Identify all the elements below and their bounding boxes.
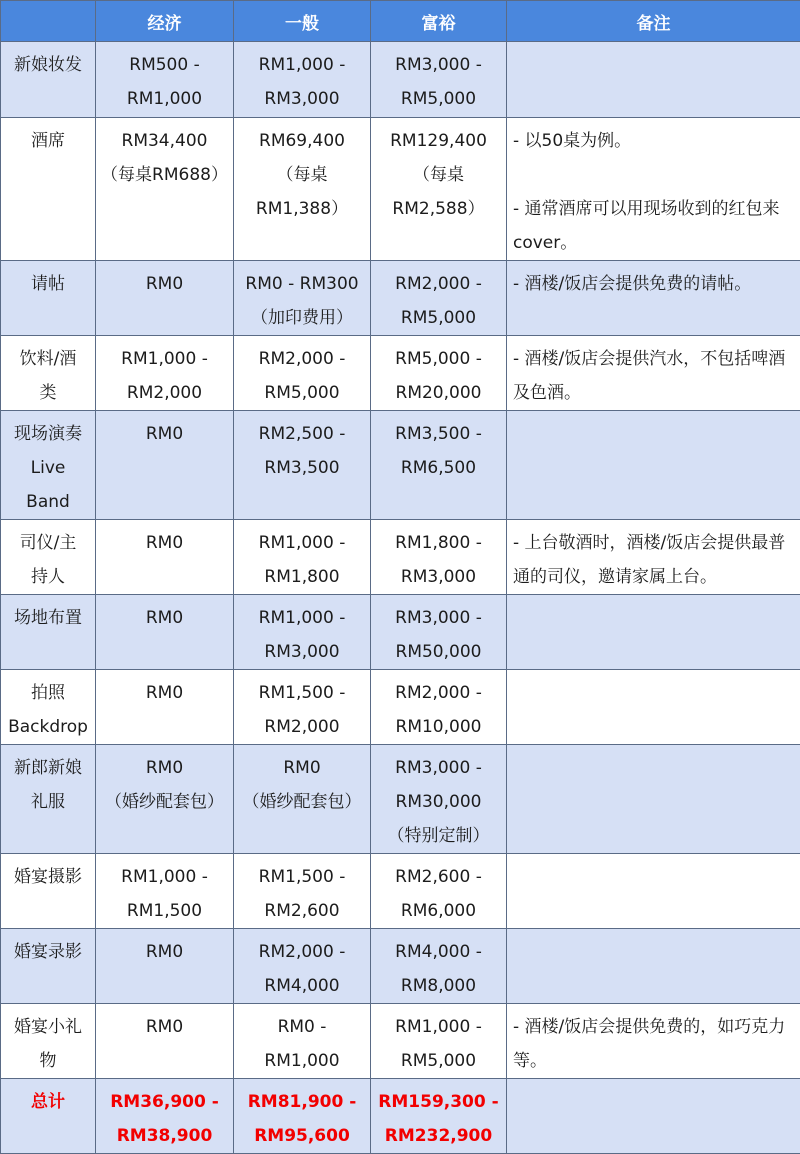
economy-cell: RM34,400 （每桌RM688） xyxy=(96,118,234,261)
header-rich: 富裕 xyxy=(371,1,507,42)
table-row xyxy=(1,520,800,595)
total-rich: RM159,300 - RM232,900 xyxy=(371,1079,507,1154)
normal-cell: RM1,500 - RM2,600 xyxy=(234,854,371,929)
header-row xyxy=(1,1,800,42)
note-cell: - 上台敬酒时，酒楼/饭店会提供最普通的司仪，邀请家属上台。 xyxy=(507,520,800,595)
rich-cell: RM2,600 - RM6,000 xyxy=(371,854,507,929)
note-cell xyxy=(507,929,800,1004)
item-cell: 请帖 xyxy=(1,261,96,336)
item-cell: 新娘妆发 xyxy=(1,42,96,118)
rich-cell: RM4,000 - RM8,000 xyxy=(371,929,507,1004)
normal-cell: RM1,000 - RM1,800 xyxy=(234,520,371,595)
normal-cell: RM69,400 （每桌 RM1,388） xyxy=(234,118,371,261)
economy-cell: RM0 xyxy=(96,261,234,336)
normal-cell: RM1,000 - RM3,000 xyxy=(234,42,371,118)
rich-cell: RM1,000 - RM5,000 xyxy=(371,1004,507,1079)
item-cell: 场地布置 xyxy=(1,595,96,670)
total-economy: RM36,900 - RM38,900 xyxy=(96,1079,234,1154)
table-row xyxy=(1,595,800,670)
normal-cell: RM1,000 - RM3,000 xyxy=(234,595,371,670)
rich-cell: RM129,400 （每桌 RM2,588） xyxy=(371,118,507,261)
total-normal: RM81,900 - RM95,600 xyxy=(234,1079,371,1154)
total-label: 总计 xyxy=(1,1079,96,1154)
table-row xyxy=(1,118,800,261)
normal-cell: RM1,500 - RM2,000 xyxy=(234,670,371,745)
table-row xyxy=(1,261,800,336)
item-cell: 现场演奏 Live Band xyxy=(1,411,96,520)
economy-cell: RM0 xyxy=(96,520,234,595)
total-note xyxy=(507,1079,800,1154)
item-cell: 婚宴录影 xyxy=(1,929,96,1004)
rich-cell: RM3,000 - RM5,000 xyxy=(371,42,507,118)
total-row xyxy=(1,1079,800,1154)
item-cell: 司仪/主 持人 xyxy=(1,520,96,595)
table-row xyxy=(1,1004,800,1079)
rich-cell: RM1,800 - RM3,000 xyxy=(371,520,507,595)
table-row xyxy=(1,854,800,929)
note-cell: - 酒楼/饭店会提供免费的请帖。 xyxy=(507,261,800,336)
item-cell: 新郎新娘 礼服 xyxy=(1,745,96,854)
header-item xyxy=(1,1,96,42)
table-row xyxy=(1,411,800,520)
note-cell xyxy=(507,854,800,929)
table-row xyxy=(1,42,800,118)
table-row xyxy=(1,670,800,745)
normal-cell: RM2,500 - RM3,500 xyxy=(234,411,371,520)
rich-cell: RM3,000 - RM50,000 xyxy=(371,595,507,670)
note-cell: - 酒楼/饭店会提供汽水，不包括啤酒及色酒。 xyxy=(507,336,800,411)
table-row xyxy=(1,336,800,411)
note-cell: - 以50桌为例。 - 通常酒席可以用现场收到的红包来cover。 xyxy=(507,118,800,261)
note-cell xyxy=(507,411,800,520)
normal-cell: RM0 - RM1,000 xyxy=(234,1004,371,1079)
note-cell xyxy=(507,595,800,670)
economy-cell: RM500 - RM1,000 xyxy=(96,42,234,118)
header-economy: 经济 xyxy=(96,1,234,42)
item-cell: 酒席 xyxy=(1,118,96,261)
item-cell: 婚宴摄影 xyxy=(1,854,96,929)
header-note: 备注 xyxy=(507,1,800,42)
note-cell: - 酒楼/饭店会提供免费的，如巧克力等。 xyxy=(507,1004,800,1079)
economy-cell: RM1,000 - RM1,500 xyxy=(96,854,234,929)
normal-cell: RM2,000 - RM4,000 xyxy=(234,929,371,1004)
note-cell xyxy=(507,670,800,745)
note-cell xyxy=(507,42,800,118)
economy-cell: RM0 xyxy=(96,411,234,520)
normal-cell: RM2,000 - RM5,000 xyxy=(234,336,371,411)
header-normal: 一般 xyxy=(234,1,371,42)
table-row xyxy=(1,745,800,854)
table-row xyxy=(1,929,800,1004)
note-cell xyxy=(507,745,800,854)
economy-cell: RM0 xyxy=(96,929,234,1004)
economy-cell: RM0 xyxy=(96,595,234,670)
normal-cell: RM0 - RM300 （加印费用） xyxy=(234,261,371,336)
item-cell: 拍照 Backdrop xyxy=(1,670,96,745)
rich-cell: RM2,000 - RM10,000 xyxy=(371,670,507,745)
normal-cell: RM0 （婚纱配套包） xyxy=(234,745,371,854)
rich-cell: RM5,000 - RM20,000 xyxy=(371,336,507,411)
rich-cell: RM3,500 - RM6,500 xyxy=(371,411,507,520)
item-cell: 婚宴小礼 物 xyxy=(1,1004,96,1079)
economy-cell: RM0 （婚纱配套包） xyxy=(96,745,234,854)
item-cell: 饮料/酒 类 xyxy=(1,336,96,411)
economy-cell: RM0 xyxy=(96,670,234,745)
rich-cell: RM2,000 - RM5,000 xyxy=(371,261,507,336)
economy-cell: RM1,000 - RM2,000 xyxy=(96,336,234,411)
economy-cell: RM0 xyxy=(96,1004,234,1079)
rich-cell: RM3,000 - RM30,000 （特别定制） xyxy=(371,745,507,854)
